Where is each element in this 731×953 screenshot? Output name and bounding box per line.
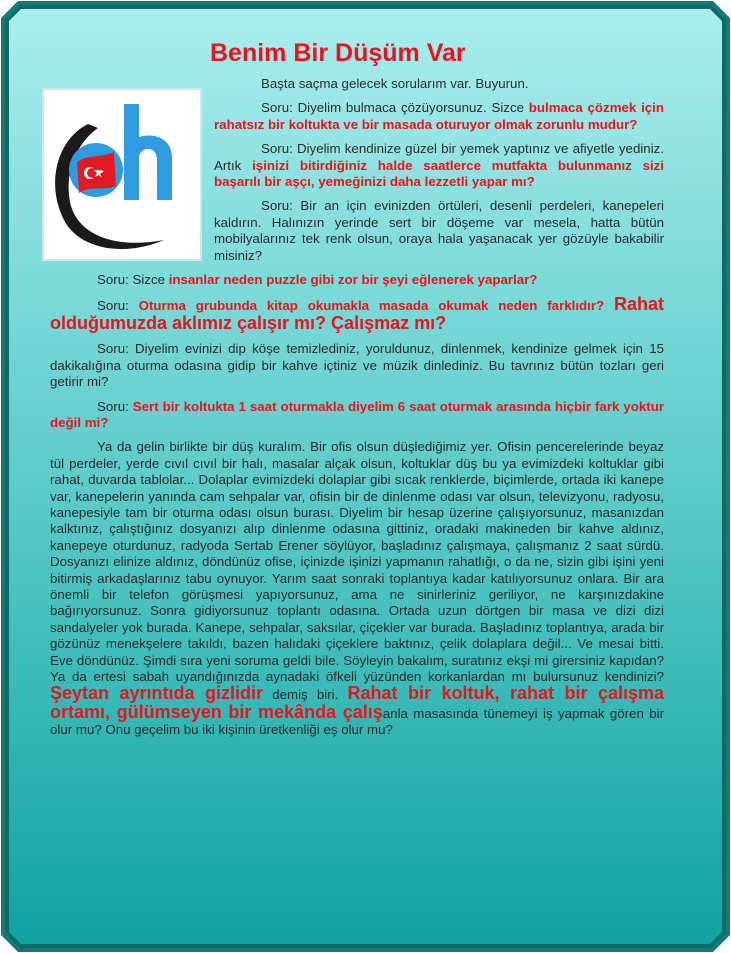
dh-logo-image xyxy=(42,88,202,261)
article xyxy=(50,36,664,747)
intro-paragraph: Başta saçma gelecek sorularım var. Buyurun. xyxy=(261,76,529,91)
question-3: Soru: Bir an için evinizden örtüleri, desenli perdeleri, kanepeleri kaldırın. Halınızın yerinde sert bir döşeme var mesela, hatta bütün mobilyalarınız tek renk olsun, oraya hala yaşanacak yer gözüyle bakabilir misiniz? xyxy=(214,198,664,263)
question-7: Soru: Sert bir koltukta 1 saat oturmakla diyelim 6 saat oturmak arasında hiçbir fark yoktur değil mi? xyxy=(50,398,664,430)
story-paragraph: Ya da gelin birlikte bir düş kuralım. Bir ofis olsun düşlediğimiz yer. Ofisin pencerelerinde beyaz tül perdeler, yerde cıvıl cıvıl bir halı, masalar alçak olsun, koltuklar düş bu ya evimizdeki koltuklar gibi rahat, duvarda tablolar... Dolaplar evimizdeki dolaplar gibi sıcak renklerde, biçimlerde, ortada iki kanepe var, kanepelerin yanında cam sehpalar var, ofisin bir de dinlenme odası var olsun, televizyonu, radyosu, kanepesiyle tam bir oturma odası olsun burası. Diyelim bir hesap üzerine çalışıyorsunuz, masanızdan kalktınız, çalıştığınız dosyanızı alıp dinlenme odasına gittiniz, oradaki makineden bir kahve aldınız, kanepeye oturdunuz, radyoda Sertab Erener söylüyor, başladınız çalışmaya, çalışmanız 2 saat sürdü. Dosyanızı elinize aldınız, döndünüz ofise, içinizde işinizi yapmanın rahatlığı, o da ne, sizin gibi işini yeni bitirmiş arkadaşlarınız tabu oynuyor. Yarım saat sonraki toplantıya kadar katılıyorsunuz onlara. Bir ara önemli bir telefon görüşmesi yapıyorsunuz, ama ne sinirleriniz geriliyor, ne karşınızdakine bağırıyorsunuz. Sonra gidiyorsunuz toplantı odasına. Ortada uzun dörtgen bir masa ve dizi dizi sandalyeler yok burada. Kanepe, sehpalar, saksılar, çiçekler var burada. Başladınız toplantıya, arada bir gözünüz menekşelere takıldı, bazen halıdaki çiçeklere baktınız, çelik dolaplara değil... Ve mesai bitti. Eve döndünüz. Şimdi sıra yeni soruma geldi bile. Söyleyin bakalım, suratınız ekşi mi girersiniz kapıdan? Ya da ertesi sabah uyandığınızda aynadaki öfkeli yüzünden korkanlardan mı bulursunuz kendinizi? Şeytan ayrıntıda gizlidir demiş biri. Rahat bir koltuk, rahat bir çalışma ortamı, gülümseyen bir mekânda çalışanla masasında tünemeyi iş yapmak gören bir olur mu? Onu geçelim bu iki kişinin üretkenliği eş olur mu? xyxy=(50,439,665,738)
question-5: Soru: Oturma grubunda kitap okumakla masada okumak neden farklıdır? Rahat olduğumuzda aklımız çalışır mı? Çalışmaz mı? xyxy=(50,294,664,333)
question-4: Soru: Sizce insanlar neden puzzle gibi zor bir şeyi eğlenerek yaparlar? xyxy=(97,272,538,288)
page-title: Benim Bir Düşüm Var xyxy=(210,39,466,67)
question-1: Soru: Diyelim bulmaca çözüyorsunuz. Sizce bulmaca çözmek için rahatsız bir koltukta ve bir masada oturuyor olmak zorunlu mudur? xyxy=(214,100,664,132)
dh-logo-icon xyxy=(44,90,200,259)
question-6: Soru: Diyelim evinizi dip köşe temizlediniz, yoruldunuz, dinlenmek, kendinize gelmek için 15 dakikalığına oturma odasına gidip bir kahve içtiniz ve müzik dinlediniz. Bu tavrınız bütün tozları geri getirir mi? xyxy=(50,341,664,390)
quote-text: Şeytan ayrıntıda gizlidir xyxy=(50,683,264,704)
question-2: Soru: Diyelim kendinize güzel bir yemek yaptınız ve afiyetle yediniz. Artık işinizi bitirdiğiniz halde saatlerce mutfakta bulunmanız sizi başarılı bir aşçı, yemeğinizi daha lezzetli yapar mı? xyxy=(214,141,664,190)
